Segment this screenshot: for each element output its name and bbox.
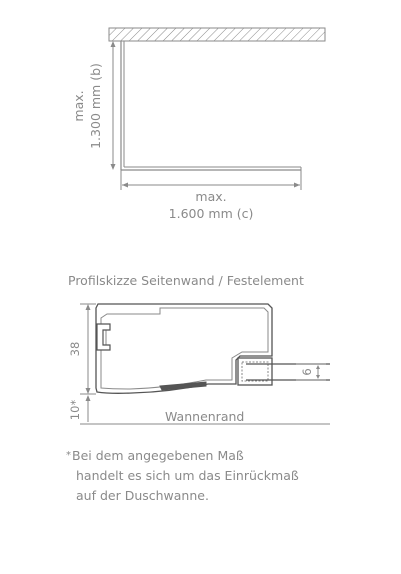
width-arrow-left — [122, 183, 128, 188]
dim-6-label: 6 — [300, 368, 314, 376]
dim-10-label: 10* — [68, 399, 82, 421]
height-arrow-bottom — [111, 164, 116, 170]
profile-title: Profilskizze Seitenwand / Festelement — [68, 273, 304, 288]
ceiling-hatch — [109, 28, 325, 41]
height-label-line2: 1.300 mm (b) — [88, 63, 103, 149]
footnote-star: * — [66, 450, 71, 461]
dim-38-arrow-top — [86, 304, 91, 310]
height-label-line1: max. — [71, 90, 86, 122]
footnote-line2: handelt es sich um das Einrückmaß — [76, 468, 299, 483]
dim-10-arrow-top — [86, 395, 91, 401]
width-label-line2: 1.600 mm (c) — [168, 206, 254, 221]
dim-38-label: 38 — [68, 341, 82, 357]
width-arrow-right — [294, 183, 300, 188]
footnote-line3: auf der Duschwanne. — [76, 488, 209, 503]
dim-6-arrow-bottom — [316, 375, 320, 379]
profile-slot — [97, 324, 110, 350]
footnote-line1 — [66, 446, 386, 466]
width-label-line1: max. — [195, 189, 227, 204]
dim-6-arrow-top — [316, 365, 320, 369]
top-diagram — [71, 28, 325, 221]
tub-rim-label: Wannenrand — [165, 409, 245, 424]
dim-38-arrow-bottom — [86, 388, 91, 394]
height-arrow-top — [111, 41, 116, 47]
footnote — [66, 446, 386, 506]
footnote-text1: Bei dem angegebenen Maß — [72, 448, 244, 463]
profile-diagram — [68, 273, 330, 424]
